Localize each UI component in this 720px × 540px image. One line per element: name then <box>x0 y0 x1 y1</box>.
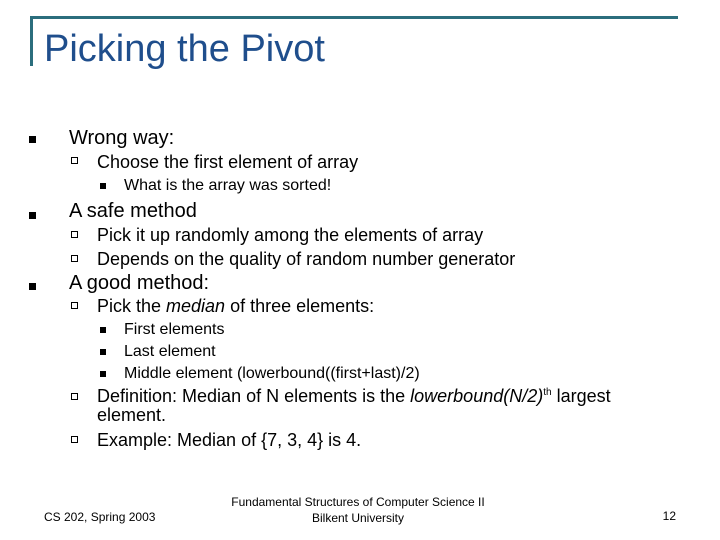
small-square-bullet-icon <box>100 327 106 333</box>
sub-sub-bullet-sorted: What is the array was sorted! <box>124 177 332 194</box>
footer-course-title: Fundamental Structures of Computer Science II <box>231 495 485 509</box>
footer-course: CS 202, Spring 2003 <box>44 510 156 524</box>
sub-bullet-example: Example: Median of {7, 3, 4} is 4. <box>97 430 362 450</box>
small-square-bullet-icon <box>100 183 106 189</box>
sub-bullet-random-generator: Depends on the quality of random number generator <box>97 249 516 269</box>
sub-sub-bullet-middle: Middle element (lowerbound((first+last)/2) <box>124 365 420 382</box>
sub-bullet-randomly: Pick it up randomly among the elements of array <box>97 225 484 245</box>
sub-bullet-median-three: Pick the median of three elements: <box>97 296 375 316</box>
hollow-square-bullet-icon <box>71 302 78 309</box>
hollow-square-bullet-icon <box>71 231 78 238</box>
bullet-wrong-way: Wrong way: <box>69 127 175 149</box>
square-bullet-icon <box>29 283 36 290</box>
small-square-bullet-icon <box>100 349 106 355</box>
small-square-bullet-icon <box>100 371 106 377</box>
sub-sub-bullet-last: Last element <box>124 343 216 360</box>
square-bullet-icon <box>29 136 36 143</box>
hollow-square-bullet-icon <box>71 436 78 443</box>
page-number: 12 <box>662 509 676 523</box>
hollow-square-bullet-icon <box>71 157 78 164</box>
sub-bullet-first-element: Choose the first element of array <box>97 152 359 172</box>
sub-bullet-definition: Definition: Median of N elements is the $lowerbound(N/2)^{th}$ largest <box>97 386 611 406</box>
square-bullet-icon <box>29 212 36 219</box>
footer-institution <box>200 494 516 526</box>
sub-sub-bullet-first: First elements <box>124 321 225 338</box>
hollow-square-bullet-icon <box>71 255 78 262</box>
bullet-safe-method: A safe method <box>69 200 197 222</box>
sub-bullet-definition-continued: element. <box>97 405 167 425</box>
hollow-square-bullet-icon <box>71 393 78 400</box>
bullet-good-method: A good method: <box>69 272 210 294</box>
slide-title: Picking the Pivot <box>44 28 325 70</box>
footer-university: Bilkent University <box>311 511 405 525</box>
